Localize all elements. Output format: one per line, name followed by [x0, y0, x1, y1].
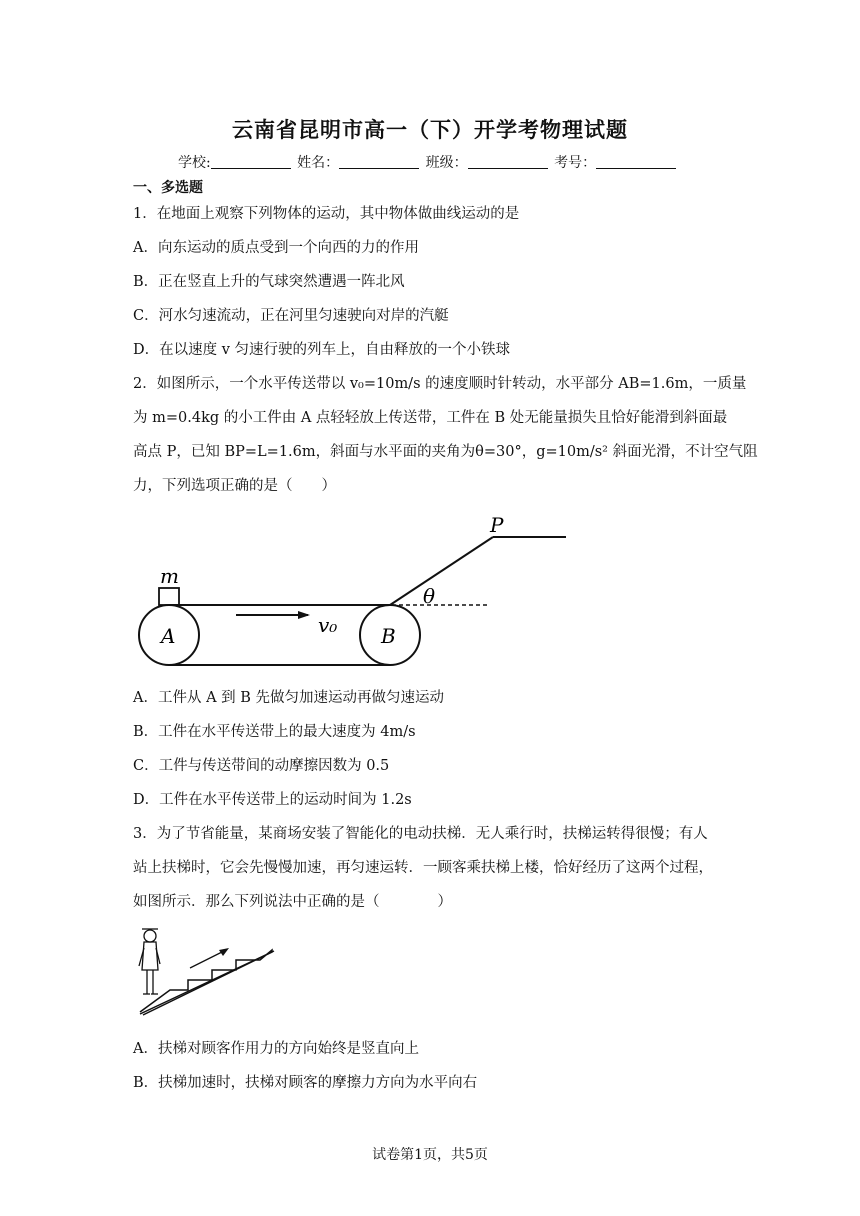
- class-blank[interactable]: [468, 155, 548, 169]
- q2-stem-line-2: 为 m=0.4kg 的小工件由 A 点轻轻放上传送带，工件在 B 处无能量损失且恰好能滑到斜面最: [133, 410, 728, 426]
- q3-option-b: B．扶梯加速时，扶梯对顾客的摩擦力方向为水平向右: [133, 1075, 478, 1091]
- q1-option-d: D．在以速度 v 匀速行驶的列车上，自由释放的一个小铁球: [133, 342, 511, 358]
- label-p: P: [490, 513, 504, 537]
- class-label: 班级：: [425, 155, 468, 171]
- school-blank[interactable]: [211, 155, 291, 169]
- label-theta: θ: [423, 584, 436, 608]
- school-label: 学校:: [178, 155, 211, 171]
- q2-stem-line-1: 2．如图所示，一个水平传送带以 v₀=10m/s 的速度顺时针转动，水平部分 AB=1.6m，一质量: [133, 376, 747, 392]
- section-title: 一、多选题: [133, 180, 203, 196]
- exam-no-label: 考号：: [554, 155, 597, 171]
- page-title: 云南省昆明市高一（下）开学考物理试题: [232, 118, 628, 142]
- incline-line: [390, 537, 493, 605]
- block-m: [159, 588, 179, 605]
- label-a: A: [161, 624, 176, 648]
- q3-option-a: A．扶梯对顾客作用力的方向始终是竖直向上: [133, 1041, 419, 1057]
- q2-option-b: B．工件在水平传送带上的最大速度为 4m/s: [133, 724, 416, 740]
- q3-stem-line-3: 如图所示．那么下列说法中正确的是（ ）: [133, 894, 452, 910]
- q2-option-a: A．工件从 A 到 B 先做匀加速运动再做匀速运动: [133, 690, 445, 706]
- q1-option-b: B．正在竖直上升的气球突然遭遇一阵北风: [133, 274, 405, 290]
- name-label: 姓名：: [297, 155, 340, 171]
- motion-arrow-shaft: [190, 950, 226, 968]
- escalator-base: [140, 951, 274, 1014]
- q2-stem-line-3: 高点 P，已知 BP=L=1.6m，斜面与水平面的夹角为θ=30°，g=10m/s² 斜面光滑，不计空气阻: [133, 444, 758, 460]
- exam-no-blank[interactable]: [596, 155, 676, 169]
- q3-escalator-figure: [130, 922, 280, 1018]
- student-info-row: [178, 152, 678, 172]
- page-footer: 试卷第1页，共5页: [372, 1147, 488, 1163]
- q1-option-c: C．河水匀速流动，正在河里匀速驶向对岸的汽艇: [133, 308, 449, 324]
- q1-stem: 1．在地面上观察下列物体的运动，其中物体做曲线运动的是: [133, 206, 520, 222]
- label-m: m: [160, 564, 179, 588]
- q3-stem-line-2: 站上扶梯时，它会先慢慢加速，再匀速运转．一顾客乘扶梯上楼，恰好经历了这两个过程，: [133, 860, 713, 876]
- name-blank[interactable]: [339, 155, 419, 169]
- q1-option-a: A．向东运动的质点受到一个向西的力的作用: [133, 240, 419, 256]
- label-b: B: [381, 624, 396, 648]
- q3-stem-line-1: 3．为了节省能量，某商场安装了智能化的电动扶梯．无人乘行时，扶梯运转得很慢；有人: [133, 826, 708, 842]
- q2-option-d: D．工件在水平传送带上的运动时间为 1.2s: [133, 792, 412, 808]
- q2-option-c: C．工件与传送带间的动摩擦因数为 0.5: [133, 758, 390, 774]
- q2-conveyor-figure: [130, 505, 580, 680]
- customer-figure: [139, 929, 160, 994]
- velocity-arrow-head: [298, 611, 310, 619]
- label-v0: v₀: [318, 613, 338, 637]
- motion-arrow-head: [219, 948, 229, 956]
- q2-stem-line-4: 力，下列选项正确的是（ ）: [133, 478, 336, 494]
